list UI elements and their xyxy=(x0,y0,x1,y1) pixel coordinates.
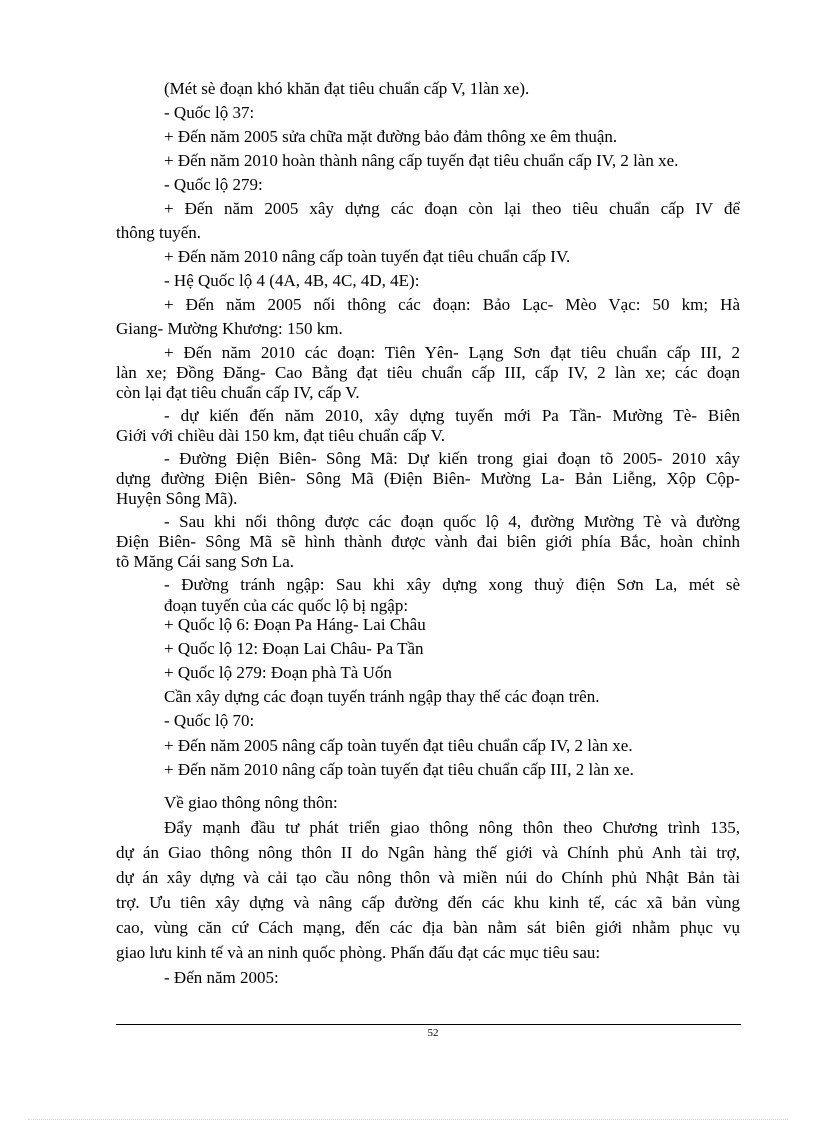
text-line: + Quốc lộ 6: Đoạn Pa Háng- Lai Châu xyxy=(164,615,426,634)
text-line: - Sau khi nối thông được các đoạn quốc lộ 4, đường Mường Tè và đường xyxy=(164,512,740,531)
text-line: + Đến năm 2005 sửa chữa mặt đường bảo đảm thông xe êm thuận. xyxy=(164,127,618,146)
text-line: dựng đường Điện Biên- Sông Mã (Điện Biên- Mường La- Bản Liễng, Xộp Cộp- xyxy=(116,469,740,488)
text-line: + Đến năm 2010 nâng cấp toàn tuyến đạt tiêu chuẩn cấp III, 2 làn xe. xyxy=(164,760,634,779)
text-line: - Đường Điện Biên- Sông Mã: Dự kiến trong giai đoạn tõ 2005- 2010 xây xyxy=(164,449,740,468)
text-line: - Đường tránh ngập: Sau khi xây dựng xong thuỷ điện Sơn La, mét sè xyxy=(164,575,740,594)
text-line: - Quốc lộ 279: xyxy=(164,175,263,194)
text-line: Giới với chiều dài 150 km, đạt tiêu chuẩn cấp V. xyxy=(116,426,445,445)
text-line: + Đến năm 2005 nối thông các đoạn: Bảo Lạc- Mèo Vạc: 50 km; Hà xyxy=(164,295,740,314)
text-line: + Quốc lộ 279: Đoạn phà Tà Uốn xyxy=(164,663,392,682)
text-line: giao lưu kinh tế và an ninh quốc phòng. Phấn đấu đạt các mục tiêu sau: xyxy=(116,943,601,962)
text-line: - Hệ Quốc lộ 4 (4A, 4B, 4C, 4D, 4E): xyxy=(164,271,420,290)
text-line: còn lại đạt tiêu chuẩn cấp IV, cấp V. xyxy=(116,383,360,402)
footer-divider xyxy=(116,1024,741,1025)
text-line: Điện Biên- Sông Mã sẽ hình thành được vành đai biên giới phía Bắc, hoàn chỉnh xyxy=(116,532,740,551)
text-line: + Đến năm 2005 xây dựng các đoạn còn lại theo tiêu chuẩn cấp IV để xyxy=(164,199,740,218)
text-line: đoạn tuyến của các quốc lộ bị ngập: xyxy=(164,596,409,615)
text-line: + Quốc lộ 12: Đoạn Lai Châu- Pa Tần xyxy=(164,639,424,658)
text-line: + Đến năm 2005 nâng cấp toàn tuyến đạt tiêu chuẩn cấp IV, 2 làn xe. xyxy=(164,736,633,755)
text-line: Huyện Sông Mã). xyxy=(116,489,238,508)
text-line: - Quốc lộ 37: xyxy=(164,103,255,122)
text-line: làn xe; Đồng Đăng- Cao Bằng đạt tiêu chuẩn cấp III, cấp IV, 2 làn xe; các đoạn xyxy=(116,363,740,382)
text-line: trợ. Ưu tiên xây dựng và nâng cấp đường đến các khu kinh tế, các xã bản vùng xyxy=(116,893,740,912)
text-line: Về giao thông nông thôn: xyxy=(164,793,338,812)
text-line: (Mét sè đoạn khó khăn đạt tiêu chuẩn cấp V, 1làn xe). xyxy=(164,79,530,98)
text-line: Giang- Mường Khương: 150 km. xyxy=(116,319,343,338)
text-line: + Đến năm 2010 nâng cấp toàn tuyến đạt tiêu chuẩn cấp IV. xyxy=(164,247,571,266)
text-line: Đẩy mạnh đầu tư phát triển giao thông nông thôn theo Chương trình 135, xyxy=(164,818,740,837)
text-line: cao, vùng căn cứ Cách mạng, đến các địa bàn nằm sát biên giới nhằm phục vụ xyxy=(116,918,740,937)
text-line: - dự kiến đến năm 2010, xây dựng tuyến mới Pa Tần- Mường Tè- Biên xyxy=(164,406,740,425)
text-line: dự án Giao thông nông thôn II do Ngân hàng thế giới và Chính phủ Anh tài trợ, xyxy=(116,843,740,862)
text-line: Cần xây dựng các đoạn tuyến tránh ngập thay thế các đoạn trên. xyxy=(164,687,600,706)
text-line: - Đến năm 2005: xyxy=(164,968,279,987)
text-line: + Đến năm 2010 các đoạn: Tiên Yên- Lạng Sơn đạt tiêu chuẩn cấp III, 2 xyxy=(164,343,740,362)
text-line: dự án xây dựng và cải tạo cầu nông thôn và miền núi do Chính phủ Nhật Bản tài xyxy=(116,868,740,887)
page-number: 52 xyxy=(427,1027,439,1039)
page-bottom-border xyxy=(28,1119,788,1120)
text-line: - Quốc lộ 70: xyxy=(164,711,255,730)
text-line: thông tuyến. xyxy=(116,223,201,242)
text-line: + Đến năm 2010 hoàn thành nâng cấp tuyến đạt tiêu chuẩn cấp IV, 2 làn xe. xyxy=(164,151,679,170)
text-line: tõ Măng Cái sang Sơn La. xyxy=(116,552,295,571)
